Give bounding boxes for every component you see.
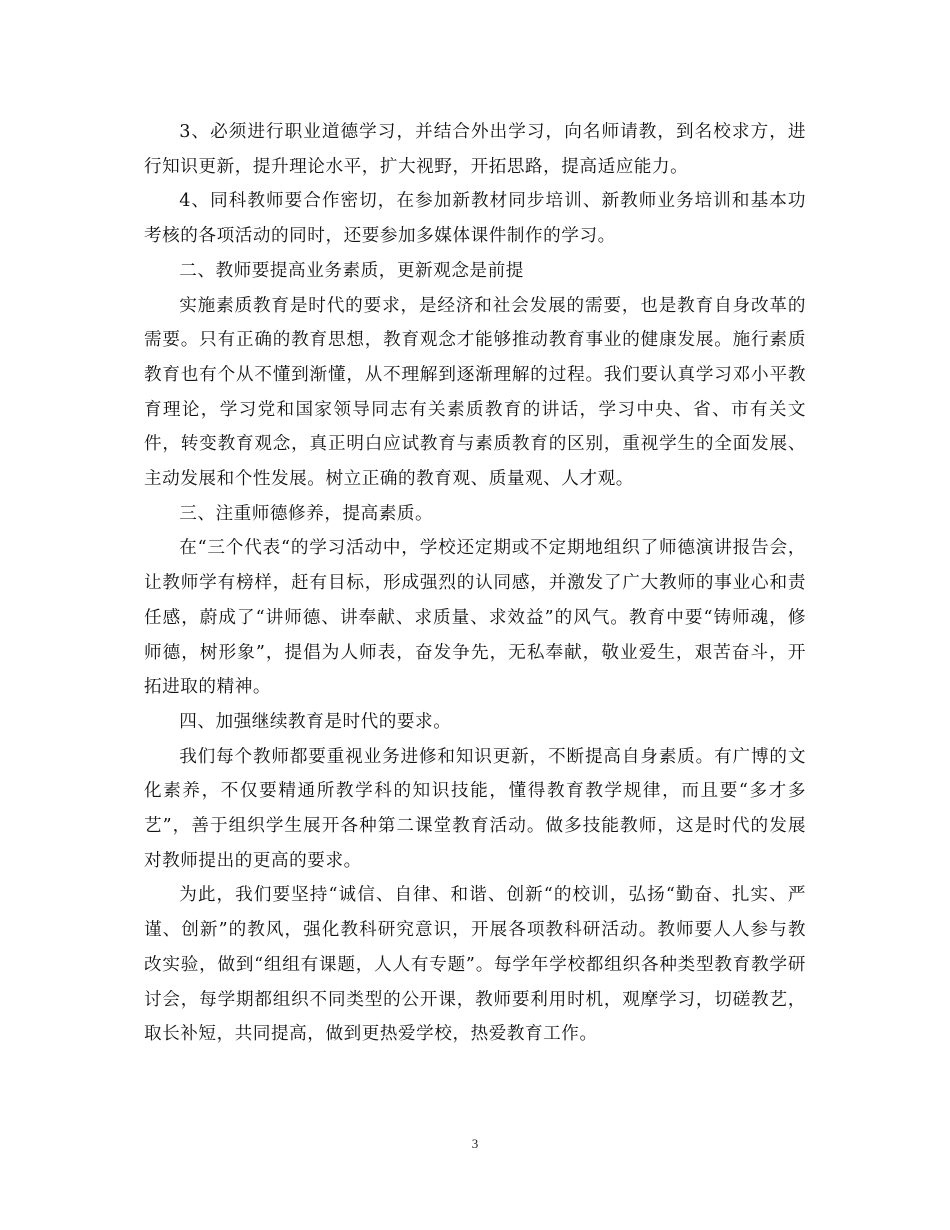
paragraph-teacher-ethics: 在“三个代表“的学习活动中，学校还定期或不定期地组织了师德演讲报告会，让教师学有榜样，赶有目标，形成强烈的认同感，并激发了广大教师的事业心和责任感，蔚成了“讲师德、讲奉献、求质量、求效益”的风气。教育中要“铸师魂，修师德，树形象”，提倡为人师表，奋发争先，无私奉献，敬业爱生，艰苦奋斗，开拓进取的精神。: [144, 538, 806, 698]
section-heading-2: 二、教师要提高业务素质，更新观念是前提: [179, 260, 524, 281]
paragraph-item-4-cooperation: 4、同科教师要合作密切，在参加新教材同步培训、新教师业务培训和基本功考核的各项活动的同时，还要参加多媒体课件制作的学习。: [144, 191, 806, 247]
section-heading-4: 四、加强继续教育是时代的要求。: [179, 711, 452, 732]
paragraph-continuing-education: 我们每个教师都要重视业务进修和知识更新，不断提高自身素质。有广博的文化素养，不仅要精通所教学科的知识技能，懂得教育教学规律，而且要“多才多艺”，善于组织学生展开各种第二课堂教育活动。做多技能教师，这是时代的发展对教师提出的更高的要求。: [144, 746, 806, 871]
paragraph-school-motto: 为此，我们要坚持“诚信、自律、和谐、创新“的校训，弘扬“勤奋、扎实、严谨、创新”的教风，强化教科研究意识，开展各项教科研活动。教师要人人参与教改实验，做到“组组有课题，人人有专题”。每学年学校都组织各种类型教育教学研讨会，每学期都组织不同类型的公开课，教师要利用时机，观摩学习，切磋教艺，取长补短，共同提高，做到更热爱学校，热爱教育工作。: [144, 885, 806, 1045]
paragraph-quality-education: 实施素质教育是时代的要求，是经济和社会发展的需要，也是教育自身改革的需要。只有正确的教育思想，教育观念才能够推动教育事业的健康发展。施行素质教育也有个从不懂到渐懂，从不理解到逐渐理解的过程。我们要认真学习邓小平教育理论，学习党和国家领导同志有关素质教育的讲话，学习中央、省、市有关文件，转变教育观念，真正明白应试教育与素质教育的区别，重视学生的全面发展、主动发展和个性发展。树立正确的教育观、质量观、人才观。: [144, 295, 806, 490]
page-number: 3: [471, 1136, 479, 1151]
paragraph-item-3-ethics-study: 3、必须进行职业道德学习，并结合外出学习，向名师请教，到名校求方，进行知识更新，提升理论水平，扩大视野，开拓思路，提高适应能力。: [144, 122, 806, 177]
section-heading-3: 三、注重师德修养，提高素质。: [179, 503, 434, 524]
document-body: [144, 115, 806, 1052]
